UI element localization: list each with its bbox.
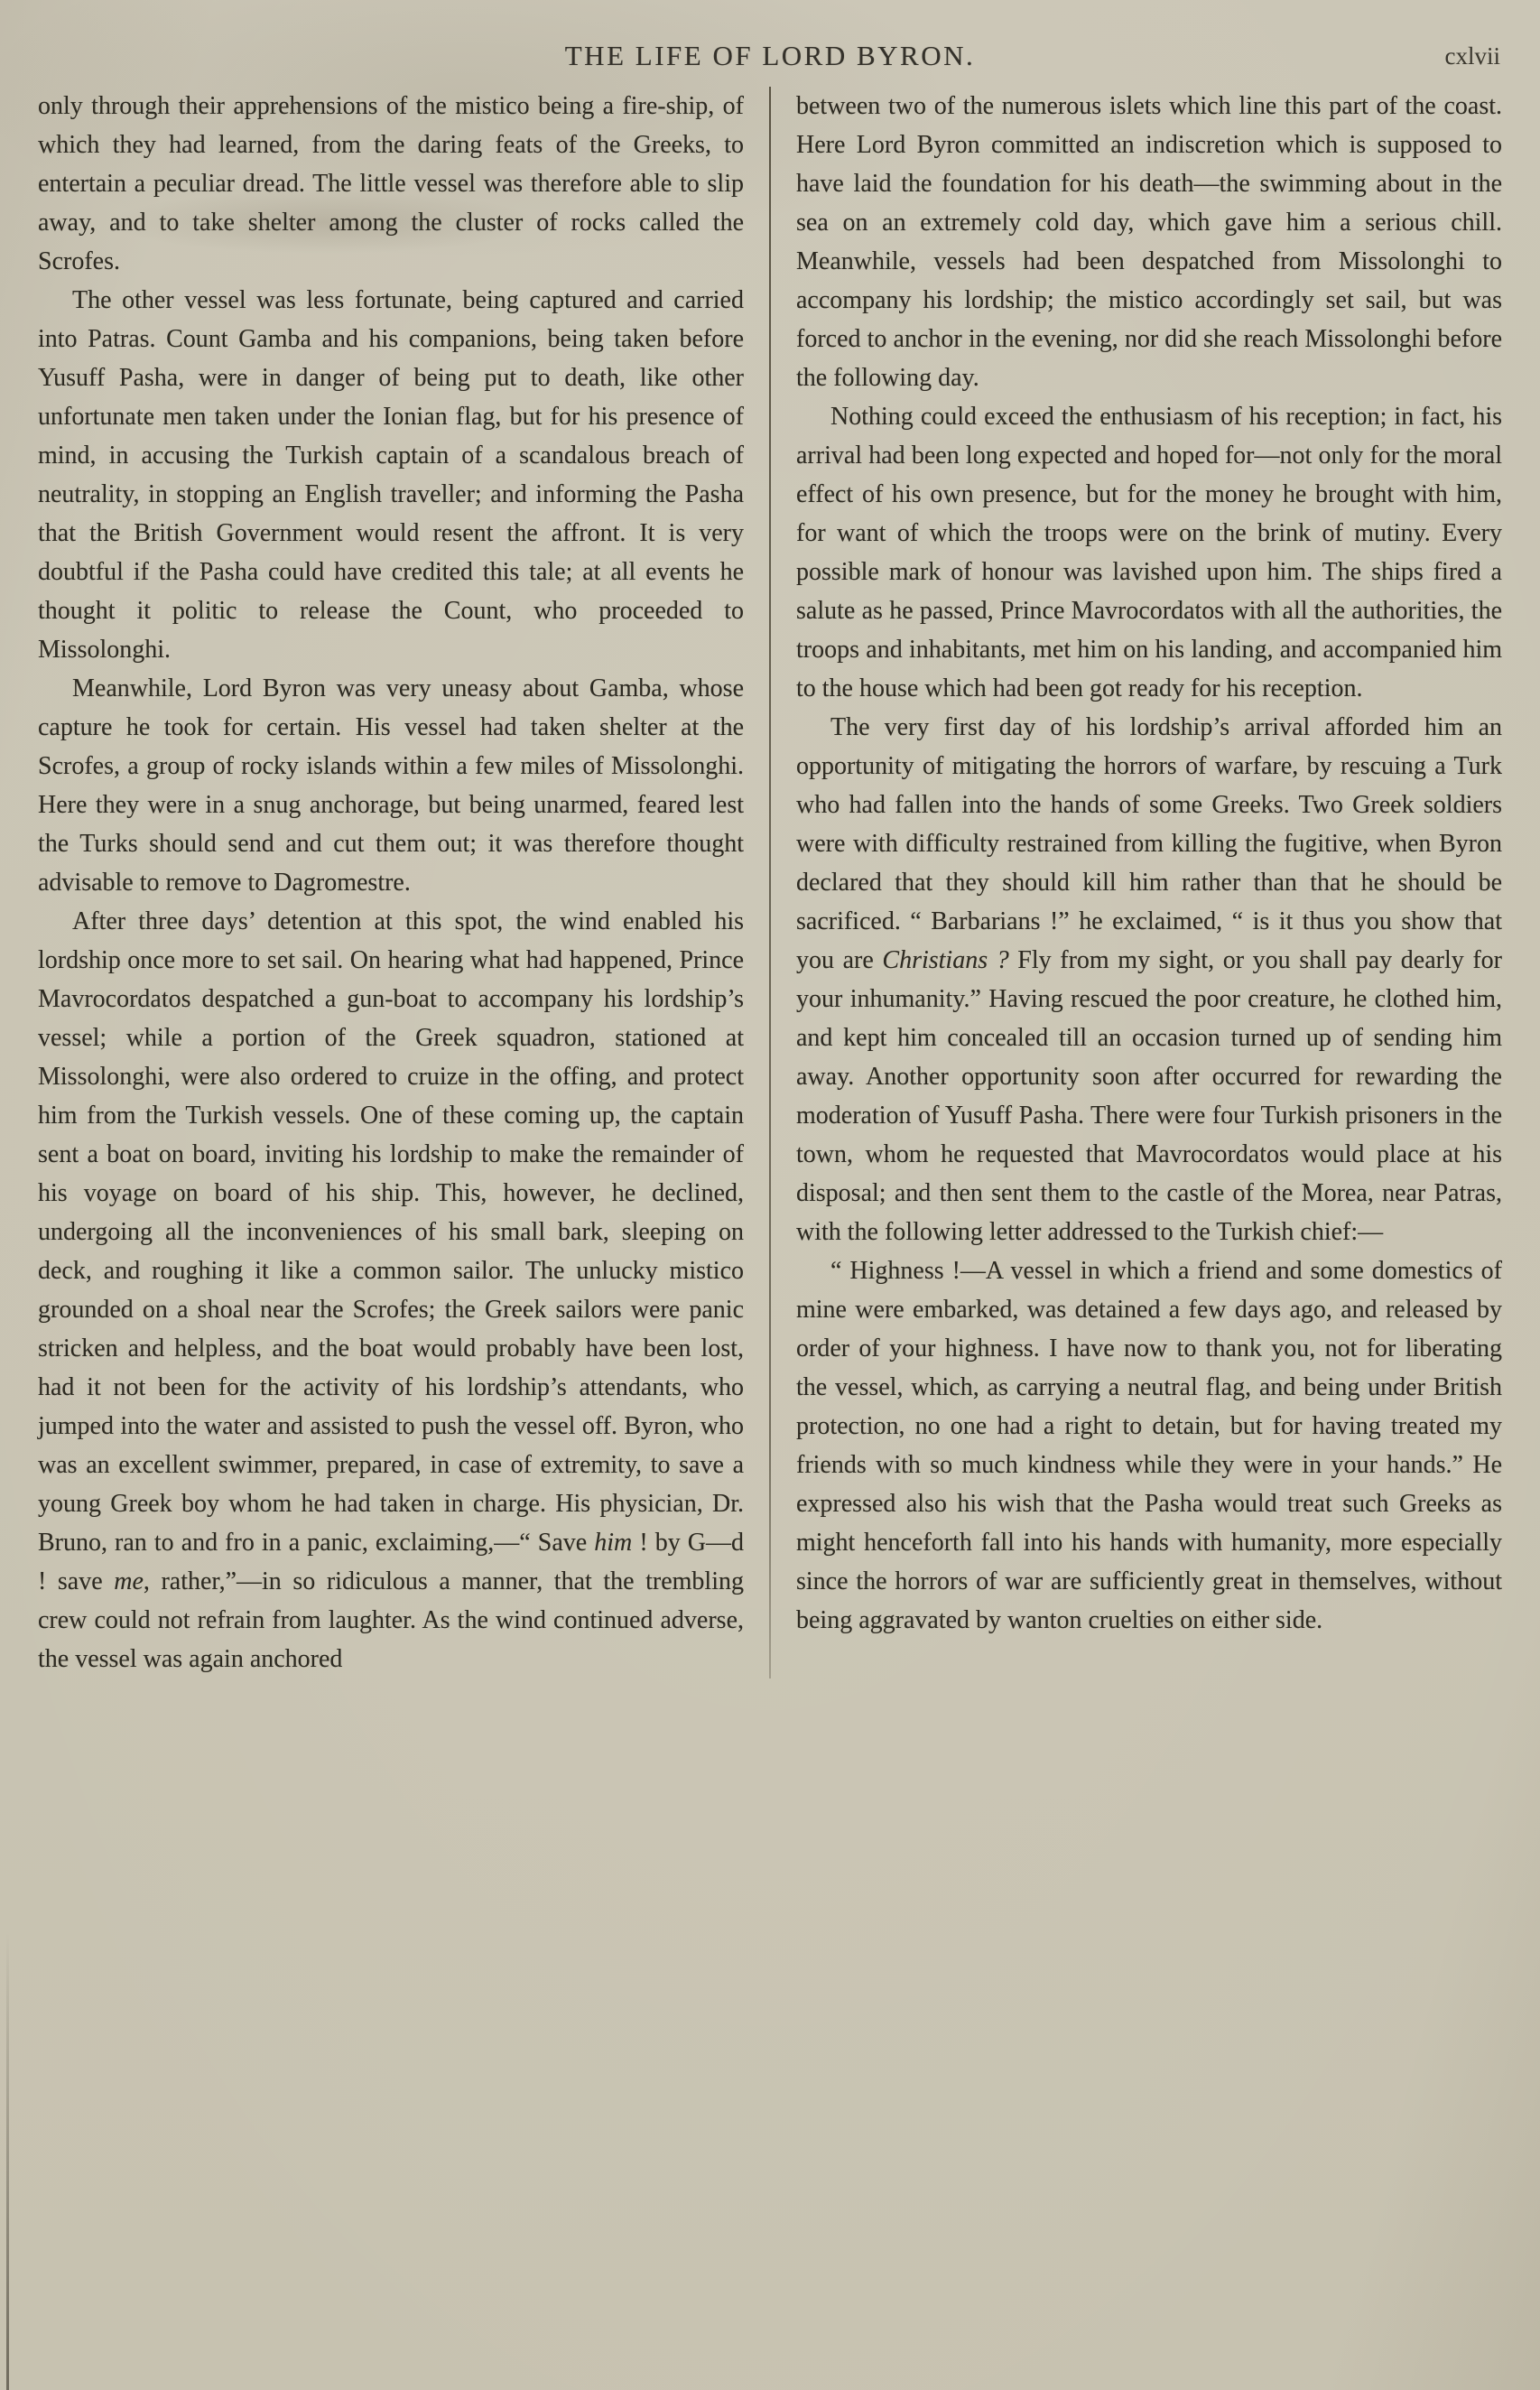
paragraph xyxy=(796,708,1502,1251)
text-run: After three days’ detention at this spot, the wind enabled his lordship once more to set sail. On hearing what had happened, Prince Mavrocordatos despatched a gun-boat to accompany his lordship’s vessel; while a portion of the Greek squadron, stationed at Missolonghi, were also ordered to cruize in the offing, and protect him from the Turkish vessels. One of these coming up, the captain sent a boat on board, inviting his lordship to make the remainder of his voyage on board of his ship. This, however, he declined, undergoing all the inconveniences of his small bark, sleeping on deck, and roughing it like a common sailor. The unlucky mistico grounded on a shoal near the Scrofes; the Greek sailors were panic stricken and helpless, and the boat would probably have been lost, had it not been for the activity of his lordship’s attendants, who jumped into the water and assisted to push the vessel off. Byron, who was an excellent swimmer, prepared, in case of extremity, to save a young Greek boy whom he had taken in charge. His physician, Dr. Bruno, ran to and fro in a panic, exclaiming,—“ Save xyxy=(38,907,744,1557)
text-run: “ Highness !—A vessel in which a friend and some domestics of mine were embarked, was detained a few days ago, and released by order of your highness. I have now to thank you, not for liberating the vessel, which, as carrying a neutral flag, and being under British protection, no one had a right to detain, but for having treated my friends with so much kindness while they were in your hands.” He expressed also his wish that the Pasha would treat such Greeks as might henceforth fall into his hands with humanity, more especially since the horrors of war are sufficiently great in themselves, without being aggravated by wanton cruelties on either side. xyxy=(796,1257,1502,1634)
italic-text-run: me xyxy=(114,1567,144,1595)
paragraph xyxy=(38,281,744,669)
column-divider xyxy=(769,87,771,1679)
text-run: Meanwhile, Lord Byron was very uneasy about Gamba, whose capture he took for certain. His vessel had taken shelter at the Scrofes, a group of rocky islands within a few miles of Missolonghi. Here they were in a snug anchorage, but being unarmed, feared lest the Turks should send and cut them out; it was therefore thought advisable to remove to Dagromestre. xyxy=(38,674,744,897)
paragraph xyxy=(796,397,1502,708)
paragraph xyxy=(796,87,1502,397)
text-run: between two of the numerous islets which line this part of the coast. Here Lord Byron committed an indiscretion which is supposed to have laid the foundation for his death—the swimming about in the sea on an extremely cold day, which gave him a serious chill. Meanwhile, vessels had been despatched from Missolonghi to accompany his lordship; the mistico accordingly set sail, but was forced to anchor in the evening, nor did she reach Missolonghi before the following day. xyxy=(796,92,1502,392)
italic-text-run: Christians ? xyxy=(882,946,1009,974)
paragraph xyxy=(38,669,744,902)
text-run: Fly from my sight, or you shall pay dearly for your inhumanity.” Having rescued the poor creature, he clothed him, and kept him concealed till an occasion turned up of sending him away. Another opportunity soon after occurred for rewarding the moderation of Yusuff Pasha. There were four Turkish prisoners in the town, whom he requested that Mavrocordatos would place at his disposal; and then sent them to the castle of the Morea, near Patras, with the following letter addressed to the Turkish chief:— xyxy=(796,946,1502,1246)
text-run: Nothing could exceed the enthusiasm of his reception; in fact, his arrival had been long expected and hoped for—not only for the moral effect of his own presence, but for the money he brought with him, for want of which the troops were on the brink of mutiny. Every possible mark of honour was lavished upon him. The ships fired a salute as he passed, Prince Mavrocordatos with all the authorities, the troops and inhabitants, met him on his landing, and accompanied him to the house which had been got ready for his reception. xyxy=(796,403,1502,702)
page-number: cxlvii xyxy=(1444,42,1500,70)
left-column xyxy=(38,87,744,1679)
text-columns xyxy=(38,87,1502,1679)
text-run: , rather,”—in so ridiculous a manner, that the trembling crew could not refrain from laughter. As the wind continued adverse, the vessel was again anchored xyxy=(38,1567,744,1673)
page-title: THE LIFE OF LORD BYRON. xyxy=(564,40,976,71)
text-run: only through their apprehensions of the mistico being a fire-ship, of which they had learned, from the daring feats of the Greeks, to entertain a peculiar dread. The little vessel was therefore able to slip away, and to take shelter among the cluster of rocks called the Scrofes. xyxy=(38,92,744,275)
text-run: The very first day of his lordship’s arrival afforded him an opportunity of mitigating the horrors of warfare, by rescuing a Turk who had fallen into the hands of some Greeks. Two Greek soldiers were with difficulty restrained from killing the fugitive, when Byron declared that they should kill him rather than that he should be sacrificed. “ Barbarians !” he exclaimed, “ is it thus you show that you are xyxy=(796,713,1502,974)
paragraph xyxy=(38,87,744,281)
text-run: The other vessel was less fortunate, being captured and carried into Patras. Count Gamba and his companions, being taken before Yusuff Pasha, were in danger of being put to death, like other unfortunate men taken under the Ionian flag, but for his presence of mind, in accusing the Turkish captain of a scandalous breach of neutrality, in stopping an English traveller; and informing the Pasha that the British Government would resent the affront. It is very doubtful if the Pasha could have credited this tale; at all events he thought it politic to release the Count, who proceeded to Missolonghi. xyxy=(38,286,744,664)
running-head xyxy=(38,40,1502,79)
text-run: ! by G—d ! save xyxy=(38,1529,744,1595)
italic-text-run: him xyxy=(594,1529,633,1557)
paragraph xyxy=(796,1251,1502,1640)
page-edge-line xyxy=(6,1932,9,2390)
right-column xyxy=(796,87,1502,1679)
paragraph xyxy=(38,902,744,1679)
